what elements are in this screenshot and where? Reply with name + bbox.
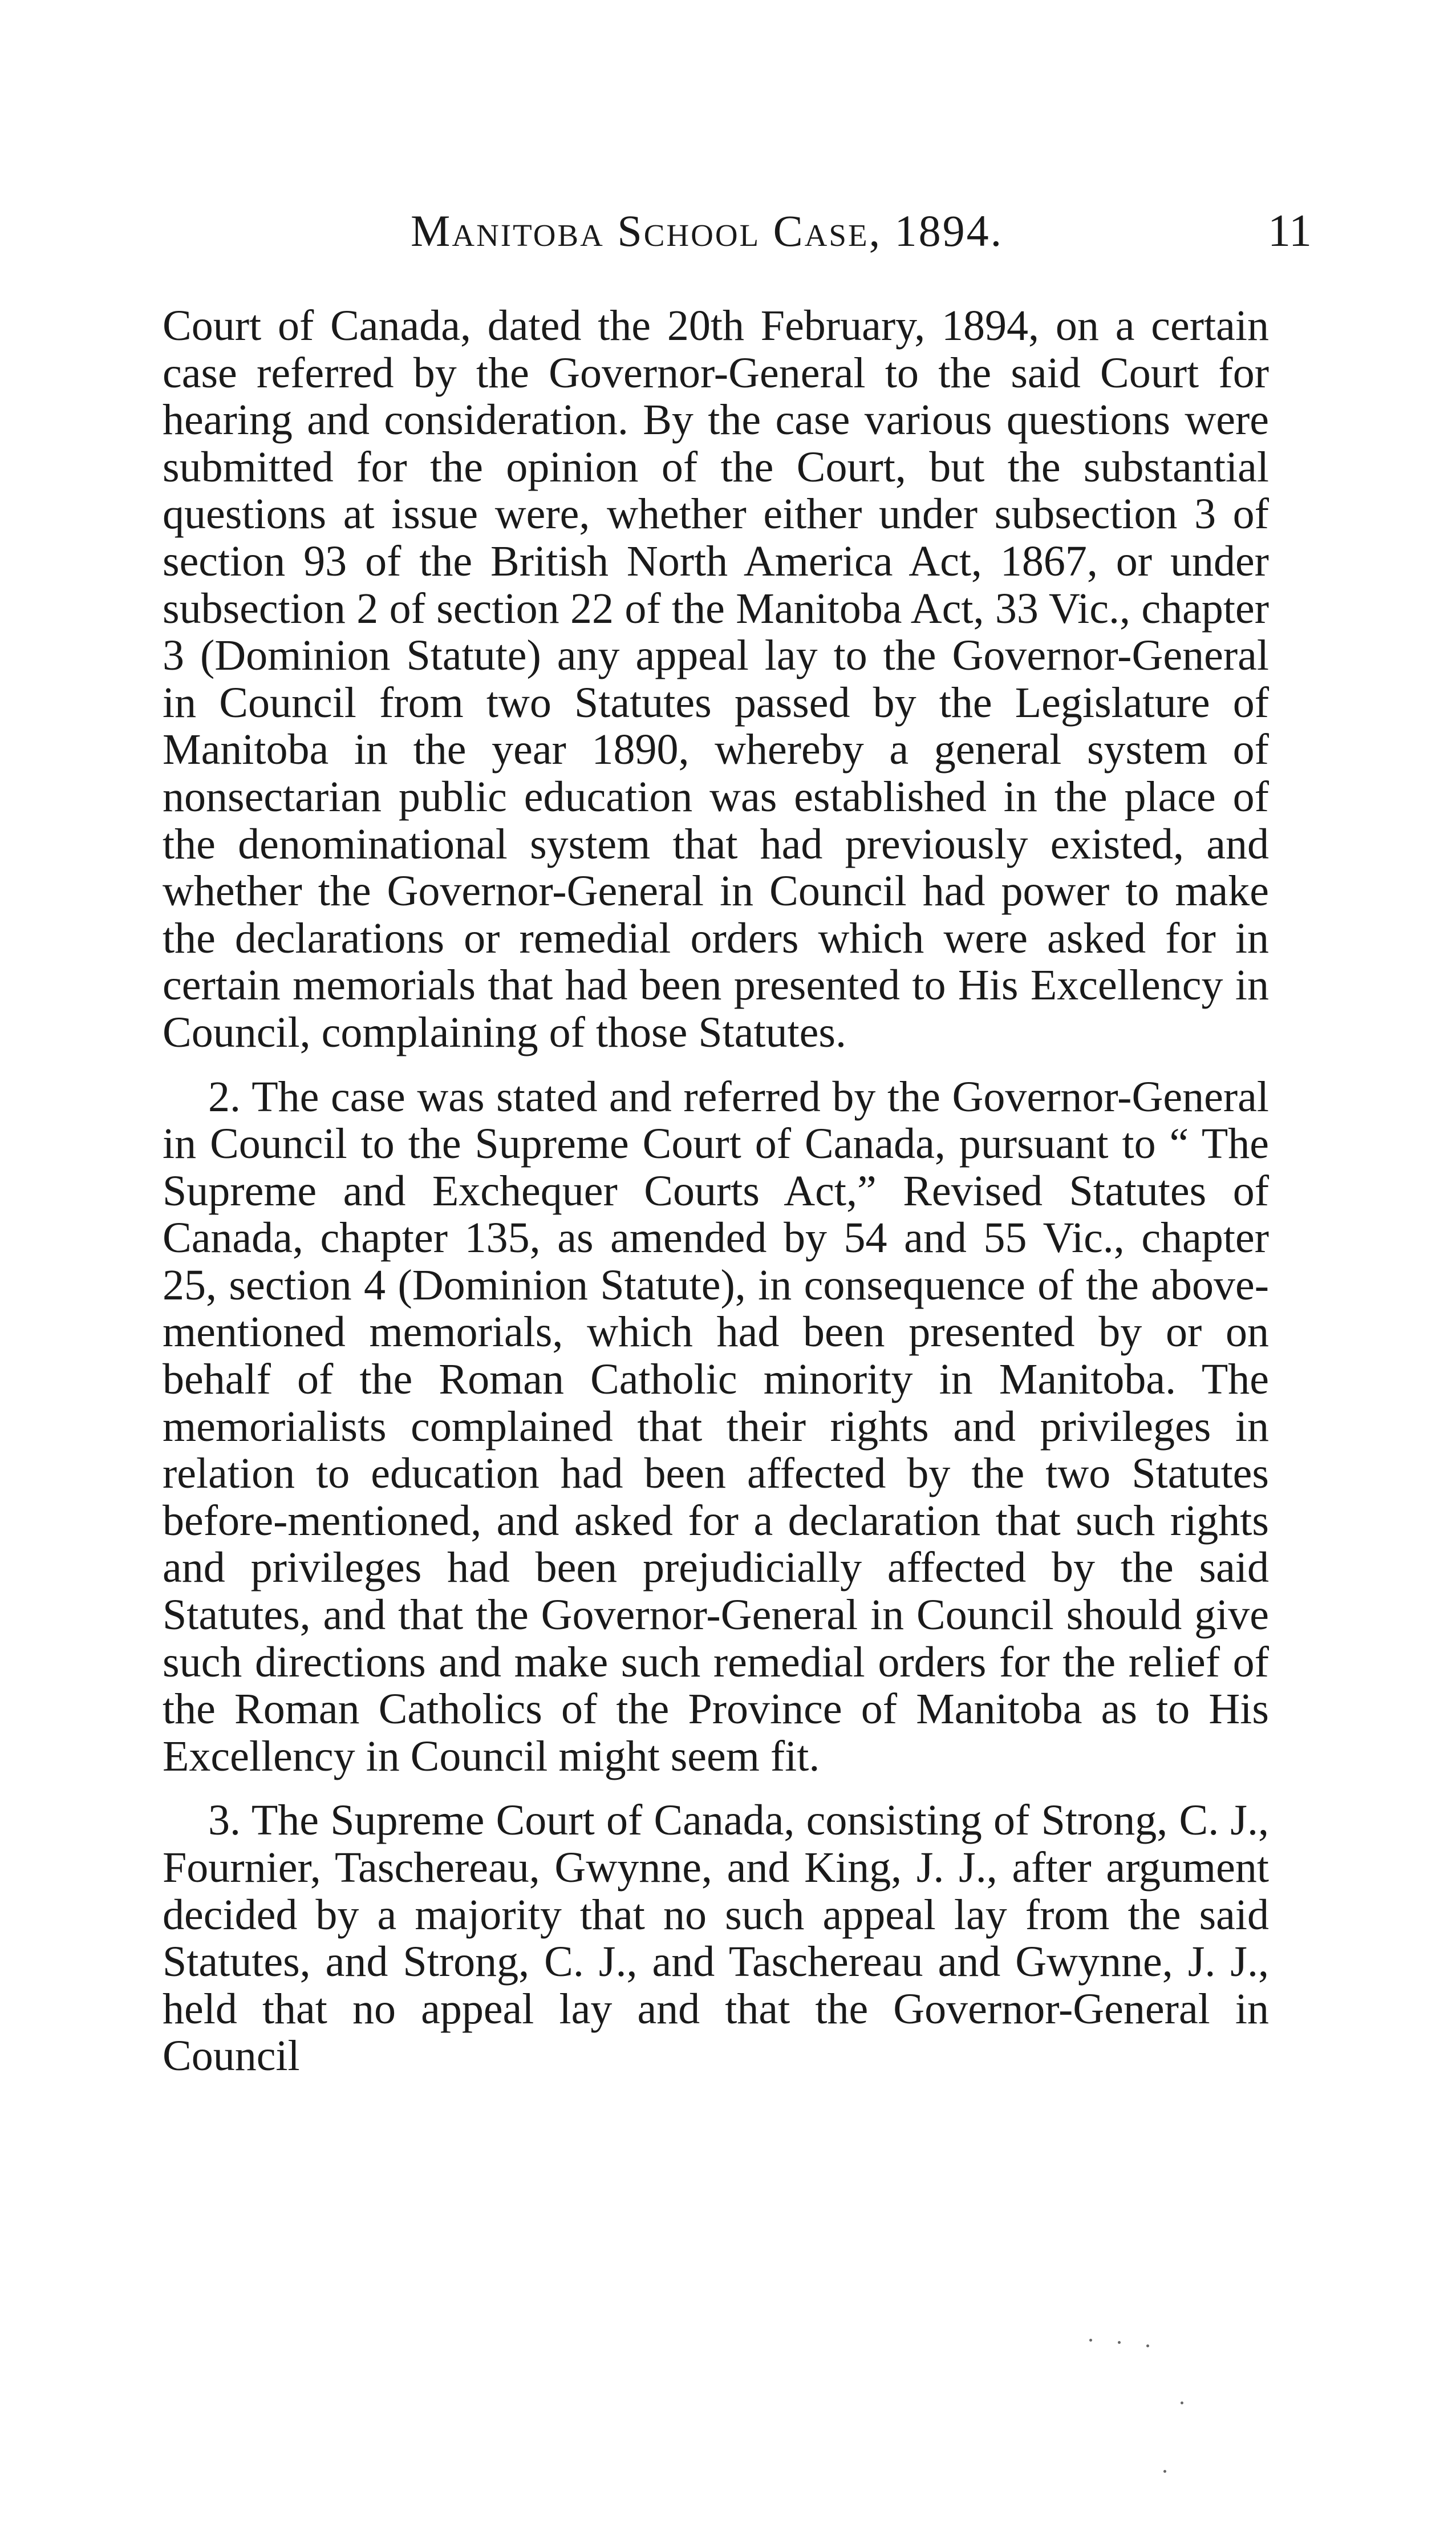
body-text — [163, 302, 1269, 2080]
running-title: Manitoba School Case, 1894. — [411, 206, 1004, 256]
page-header — [148, 205, 1312, 268]
paragraph-3: 3. The Supreme Court of Canada, consisting of Strong, C. J., Fournier, Taschereau, Gwynne, and King, J. J., after argument decided by a majority that no such appeal lay from the said Statutes, and Strong, C. J., and Taschereau and Gwynne, J. J., held that no appeal lay and that the Governor-General in Council — [163, 1796, 1269, 2080]
page-number: 11 — [1267, 206, 1312, 256]
paragraph-continued: Court of Canada, dated the 20th February, 1894, on a certain case referred by the Governor-General to the said Court for hearing and consideration. By the case various questions were submitted for the opinion of the Court, but the substantial questions at issue were, whether either under subsection 3 of section 93 of the British North America Act, 1867, or under subsection 2 of section 22 of the Manitoba Act, 33 Vic., chapter 3 (Dominion Statute) any appeal lay to the Governor-General in Council from two Statutes passed by the Legislature of Manitoba in the year 1890, whereby a general system of nonsectarian public education was established in the place of the denominational system that had previously existed, and whether the Governor-General in Council had power to make the declarations or remedial orders which were asked for in certain memorials that had been presented to His Excellency in Council, complaining of those Statutes. — [163, 302, 1269, 1056]
paragraph-2: 2. The case was stated and referred by the Governor-General in Council to the Supreme Court of Canada, pursuant to “ The Supreme and Exchequer Courts Act,” Revised Statutes of Canada, chapter 135, as amended by 54 and 55 Vic., chapter 25, section 4 (Dominion Statute), in consequence of the above-mentioned memorials, which had been presented by or on behalf of the Roman Catholic minority in Manitoba. The memorialists complained that their rights and privileges in relation to education had been affected by the two Statutes before-mentioned, and asked for a declaration that such rights and privileges had been prejudicially affected by the said Statutes, and that the Governor-General in Council should give such directions and make such remedial orders for the relief of the Roman Catholics of the Province of Manitoba as to His Excellency in Council might seem fit. — [163, 1072, 1269, 1780]
scan-specks — [1072, 2327, 1243, 2498]
